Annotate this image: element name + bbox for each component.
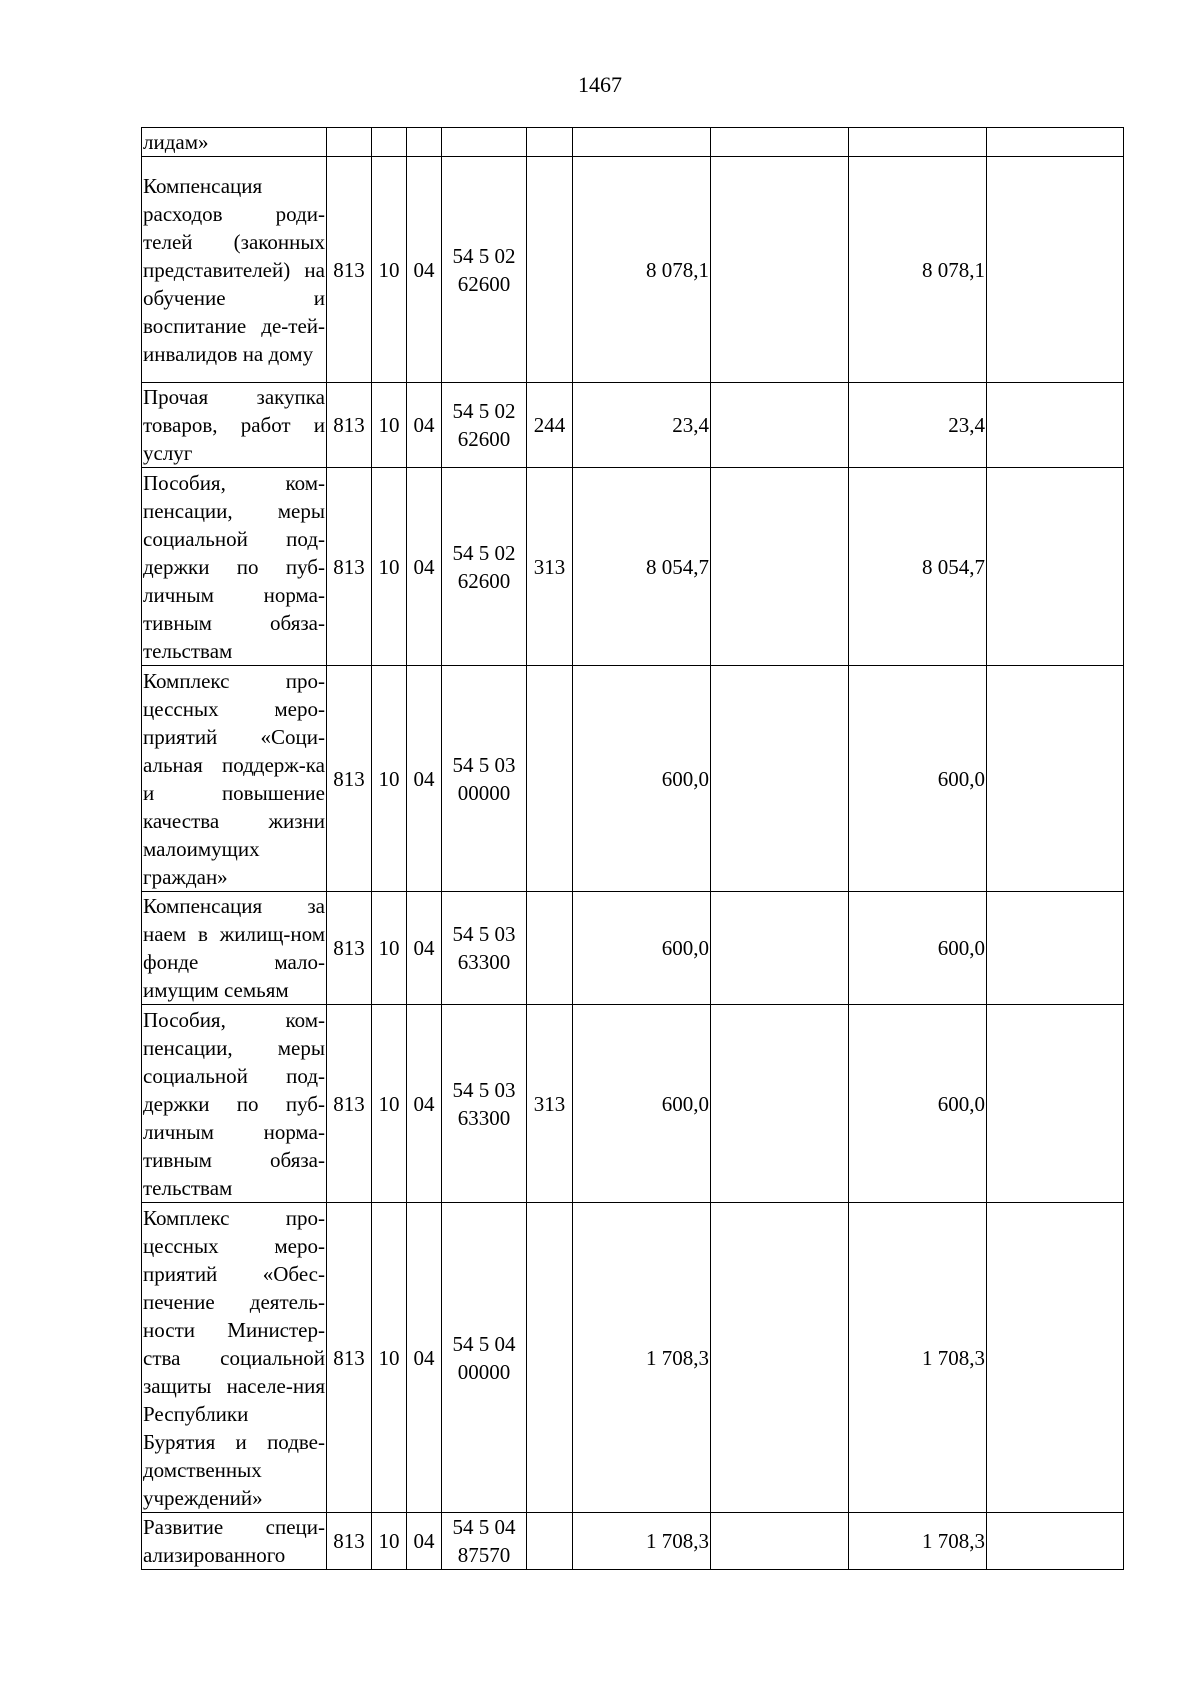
csr-part: 54 5 02 bbox=[452, 399, 516, 423]
table-row bbox=[142, 1513, 1124, 1570]
csr-part: 00000 bbox=[457, 1359, 511, 1384]
sum-cell bbox=[987, 468, 1124, 666]
sum-cell bbox=[987, 1513, 1124, 1570]
row-name: Компенсация за наем в жилищ-ном фонде мало-имущим семьям bbox=[142, 892, 327, 1005]
sum-cell: 600,0 bbox=[849, 666, 987, 892]
razdel-cell: 10 bbox=[372, 892, 407, 1005]
razdel-cell: 10 bbox=[372, 468, 407, 666]
row-name: Пособия, ком-пенсации, меры социальной под-держки по пуб-личным норма-тивным обяза-тельствам bbox=[142, 468, 327, 666]
sum-cell bbox=[711, 157, 849, 383]
csr-part: 54 5 02 bbox=[452, 540, 516, 565]
sum-cell: 600,0 bbox=[849, 892, 987, 1005]
csr-cell bbox=[442, 468, 527, 666]
sum-cell bbox=[987, 1005, 1124, 1203]
vr-cell bbox=[527, 1513, 573, 1570]
sum-cell: 8 054,7 bbox=[573, 468, 711, 666]
csr-part: 62600 bbox=[457, 271, 511, 296]
csr-part: 54 5 04 bbox=[452, 1515, 516, 1539]
sum-cell bbox=[711, 383, 849, 468]
vr-cell bbox=[527, 666, 573, 892]
glava-cell: 813 bbox=[327, 892, 372, 1005]
glava-cell: 813 bbox=[327, 157, 372, 383]
sum-cell bbox=[849, 128, 987, 157]
csr-part: 54 5 03 bbox=[452, 752, 516, 777]
vr-cell: 244 bbox=[527, 383, 573, 468]
razdel-cell: 10 bbox=[372, 383, 407, 468]
table-row bbox=[142, 157, 1124, 383]
sum-cell: 600,0 bbox=[573, 892, 711, 1005]
sum-cell: 1 708,3 bbox=[849, 1513, 987, 1570]
glava-cell: 813 bbox=[327, 1005, 372, 1203]
vr-cell bbox=[527, 128, 573, 157]
vr-cell bbox=[527, 1203, 573, 1513]
sum-cell: 8 078,1 bbox=[849, 157, 987, 383]
sum-cell bbox=[711, 1203, 849, 1513]
razdel-cell: 10 bbox=[372, 1005, 407, 1203]
sum-cell: 600,0 bbox=[849, 1005, 987, 1203]
sum-cell bbox=[573, 128, 711, 157]
razdel-cell: 10 bbox=[372, 1203, 407, 1513]
razdel-cell: 10 bbox=[372, 1513, 407, 1570]
glava-cell: 813 bbox=[327, 1513, 372, 1570]
podrazdel-cell: 04 bbox=[407, 1513, 442, 1570]
sum-cell bbox=[711, 1005, 849, 1203]
budget-table bbox=[141, 127, 1124, 1570]
glava-cell: 813 bbox=[327, 468, 372, 666]
csr-part: 62600 bbox=[457, 427, 511, 451]
table-body bbox=[142, 128, 1124, 1570]
csr-part: 54 5 02 bbox=[452, 243, 516, 268]
sum-cell bbox=[987, 1203, 1124, 1513]
csr-part: 00000 bbox=[457, 780, 511, 805]
csr-cell bbox=[442, 892, 527, 1005]
row-name: Комплекс про-цессных меро-приятий «Соци-альная поддерж-ка и повышение качества жизни малоимущих граждан» bbox=[142, 666, 327, 892]
vr-cell: 313 bbox=[527, 468, 573, 666]
row-name: лидам» bbox=[142, 128, 327, 157]
sum-cell: 600,0 bbox=[573, 1005, 711, 1203]
sum-cell bbox=[711, 666, 849, 892]
podrazdel-cell: 04 bbox=[407, 383, 442, 468]
podrazdel-cell bbox=[407, 128, 442, 157]
sum-cell: 23,4 bbox=[573, 383, 711, 468]
table-row bbox=[142, 892, 1124, 1005]
sum-cell bbox=[711, 468, 849, 666]
sum-cell: 1 708,3 bbox=[573, 1513, 711, 1570]
csr-cell bbox=[442, 157, 527, 383]
glava-cell: 813 bbox=[327, 666, 372, 892]
csr-part: 63300 bbox=[457, 1105, 511, 1130]
sum-cell: 8 078,1 bbox=[573, 157, 711, 383]
csr-part: 54 5 03 bbox=[452, 1077, 516, 1102]
table-row bbox=[142, 666, 1124, 892]
sum-cell: 600,0 bbox=[573, 666, 711, 892]
csr-cell bbox=[442, 128, 527, 157]
razdel-cell bbox=[372, 128, 407, 157]
csr-cell bbox=[442, 1513, 527, 1570]
csr-part: 87570 bbox=[457, 1543, 511, 1567]
podrazdel-cell: 04 bbox=[407, 1203, 442, 1513]
page-number: 1467 bbox=[578, 72, 622, 97]
csr-cell bbox=[442, 1005, 527, 1203]
csr-cell bbox=[442, 666, 527, 892]
table-row bbox=[142, 468, 1124, 666]
glava-cell bbox=[327, 128, 372, 157]
podrazdel-cell: 04 bbox=[407, 666, 442, 892]
table-row bbox=[142, 1005, 1124, 1203]
podrazdel-cell: 04 bbox=[407, 892, 442, 1005]
razdel-cell: 10 bbox=[372, 666, 407, 892]
row-name: Развитие специ-ализированного bbox=[142, 1513, 327, 1570]
csr-part: 54 5 03 bbox=[452, 922, 516, 946]
razdel-cell: 10 bbox=[372, 157, 407, 383]
row-name: Пособия, ком-пенсации, меры социальной под-держки по пуб-личным норма-тивным обяза-тельствам bbox=[142, 1005, 327, 1203]
vr-cell bbox=[527, 892, 573, 1005]
table-row bbox=[142, 128, 1124, 157]
sum-cell bbox=[987, 157, 1124, 383]
podrazdel-cell: 04 bbox=[407, 157, 442, 383]
glava-cell: 813 bbox=[327, 1203, 372, 1513]
sum-cell: 23,4 bbox=[849, 383, 987, 468]
csr-cell bbox=[442, 1203, 527, 1513]
sum-cell: 1 708,3 bbox=[573, 1203, 711, 1513]
sum-cell bbox=[987, 666, 1124, 892]
csr-part: 62600 bbox=[457, 568, 511, 593]
vr-cell: 313 bbox=[527, 1005, 573, 1203]
podrazdel-cell: 04 bbox=[407, 468, 442, 666]
glava-cell: 813 bbox=[327, 383, 372, 468]
row-name: Компенсация расходов роди-телей (законных представителей) на обучение и воспитание де-тей-инвалидов на дому bbox=[142, 157, 327, 383]
sum-cell bbox=[711, 128, 849, 157]
sum-cell: 8 054,7 bbox=[849, 468, 987, 666]
table-row bbox=[142, 1203, 1124, 1513]
row-name: Прочая закупка товаров, работ и услуг bbox=[142, 383, 327, 468]
podrazdel-cell: 04 bbox=[407, 1005, 442, 1203]
table-row bbox=[142, 383, 1124, 468]
sum-cell bbox=[711, 892, 849, 1005]
sum-cell bbox=[987, 383, 1124, 468]
row-name: Комплекс про-цессных меро-приятий «Обес-печение деятель-ности Министер-ства социальной защиты населе-ния Республики Бурятия и подве-домственных учреждений» bbox=[142, 1203, 327, 1513]
sum-cell bbox=[987, 128, 1124, 157]
csr-cell bbox=[442, 383, 527, 468]
csr-part: 54 5 04 bbox=[452, 1331, 516, 1356]
sum-cell bbox=[987, 892, 1124, 1005]
sum-cell: 1 708,3 bbox=[849, 1203, 987, 1513]
sum-cell bbox=[711, 1513, 849, 1570]
csr-part: 63300 bbox=[457, 950, 511, 974]
vr-cell bbox=[527, 157, 573, 383]
